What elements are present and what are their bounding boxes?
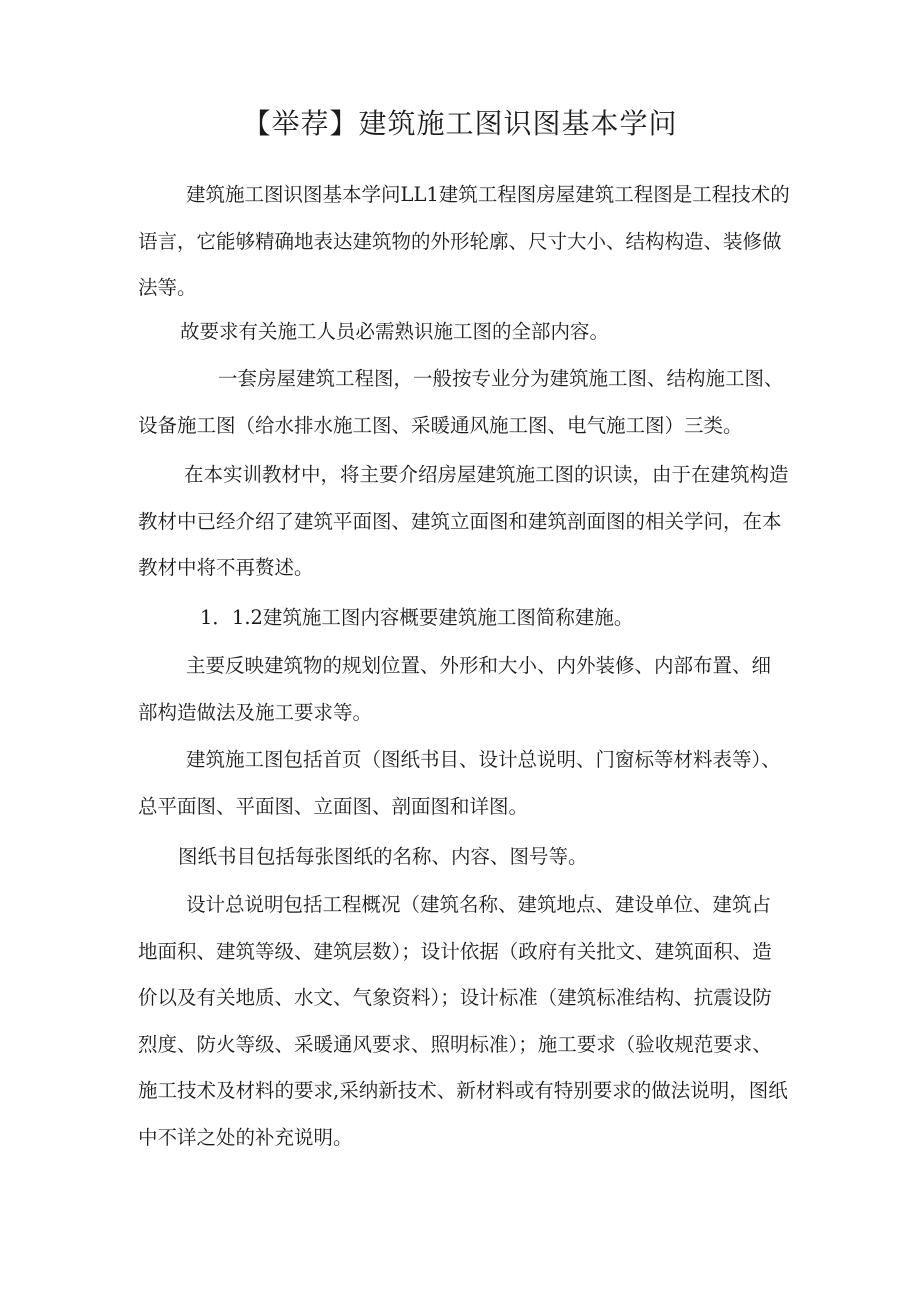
paragraph-6: 主要反映建筑物的规划位置、外形和大小、内外装修、内部布置、细部构造做法及施工要求等。 <box>138 654 772 724</box>
paragraph-9: 设计总说明包括工程概况（建筑名称、建筑地点、建设单位、建筑占地面积、建筑等级、建筑层数）；设计依据（政府有关批文、建筑面积、造价以及有关地质、水文、气象资料）；设计标准（建筑标准结构、抗震设防烈度、防火等级、采暖通风要求、照明标准）；施工要求（验收规范要求、施工技术及材料的要求,采纳新技术、新材料或有特别要求的做法说明，图纸中不详之处的补充说明。 <box>138 893 788 1149</box>
paragraph-8: 图纸书目包括每张图纸的名称、内容、图号等。 <box>178 845 588 868</box>
paragraph-3: 一套房屋建筑工程图，一般按专业分为建筑施工图、结构施工图、设备施工图（给水排水施工图、采暖通风施工图、电气施工图）三类。 <box>138 367 784 437</box>
document-title: 【举荐】建筑施工图识图基本学问 <box>242 107 678 140</box>
paragraph-4: 在本实训教材中，将主要介绍房屋建筑施工图的识读，由于在建筑构造教材中已经介绍了建筑平面图、建筑立面图和建筑剖面图的相关学问，在本教材中将不再赘述。 <box>138 463 789 579</box>
paragraph-1: 建筑施工图识图基本学问LL1建筑工程图房屋建筑工程图是工程技术的语言，它能够精确地表达建筑物的外形轮廓、尺寸大小、结构构造、装修做法等。 <box>138 183 790 299</box>
paragraph-7: 建筑施工图包括首页（图纸书目、设计总说明、门窗标等材料表等）、总平面图、平面图、立面图、剖面图和详图。 <box>138 748 781 818</box>
paragraph-5: 1．1.2建筑施工图内容概要建筑施工图简称建施。 <box>200 606 634 629</box>
paragraph-2: 故要求有关施工人员必需熟识施工图的全部内容。 <box>180 320 610 343</box>
